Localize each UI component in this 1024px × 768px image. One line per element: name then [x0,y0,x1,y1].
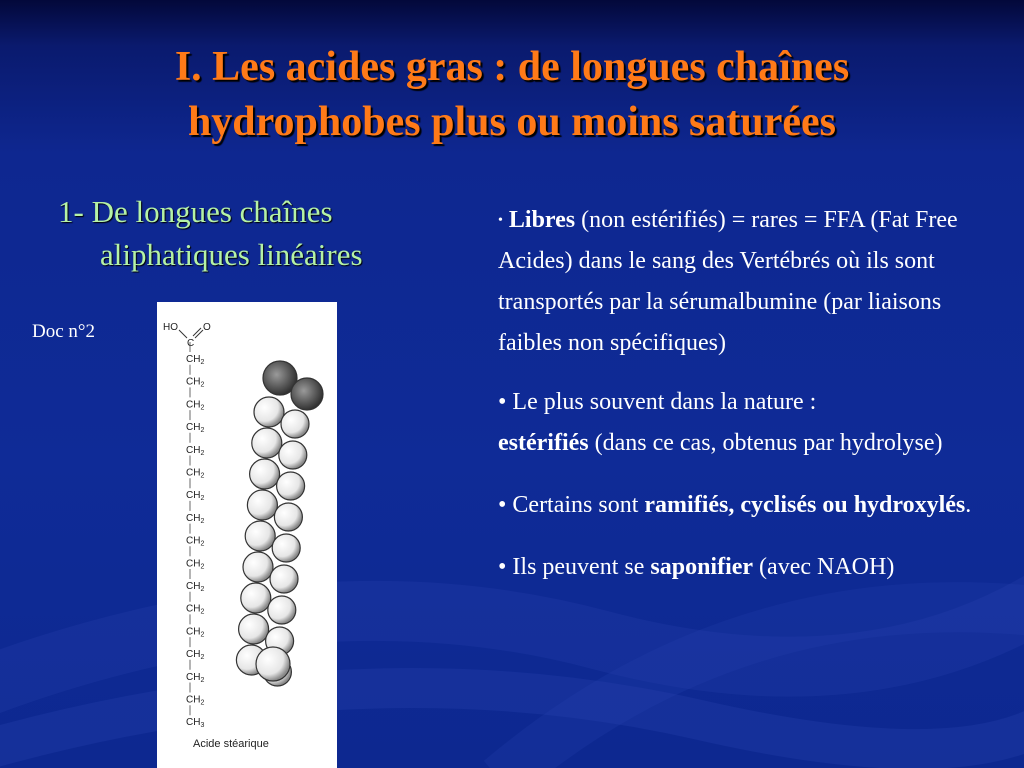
bullet-bold-esterifies: estérifiés [498,430,589,456]
ch2-label: $CH_2$ [186,376,205,389]
bullet-marker: • [498,213,503,228]
bullet-text-libres: (non estérifiés) = rares = FFA (Fat Free Acides) dans le sang des Vertébrés où ils sont transportés par la sérumalbumine (par liaisons faibles non spécifiques) [498,207,958,356]
bullet-text-ramifies-post: . [965,492,972,518]
carboxyl-o-label: O [203,322,211,333]
ch2-label: $CH_2$ [186,422,205,435]
ch2-label: $CH_2$ [186,694,205,707]
slide-title-line-1: I. Les acides gras : de longues chaînes [174,44,850,90]
hydrogen-atom [241,583,271,613]
ch3-label: $CH_3$ [186,717,205,730]
hydrogen-atom [281,410,309,438]
bullet-text-esterifies-pre: Le plus souvent dans la nature : [506,389,817,415]
hydrogen-atom [254,397,284,427]
hydrogen-atom [250,459,280,489]
ch2-label: $CH_2$ [186,512,205,525]
bullet-text-esterifies-post: (dans ce cas, obtenus par hydrolyse) [588,430,943,456]
ch2-label: $CH_2$ [186,649,205,662]
hydrogen-atom [243,552,273,582]
hydrogen-atom [279,441,307,469]
bullet-bold-saponifier: saponifier [650,554,754,580]
bullet-marker: • [498,554,507,580]
bullet-marker: • [498,389,507,415]
bullet-item-ramifies [498,485,998,526]
hydrogen-atom [239,614,269,644]
ch2-label: $CH_2$ [186,354,205,366]
ch2-label: $CH_2$ [186,558,205,571]
bullet-text-ramifies-pre: Certains sont [506,492,645,518]
terminal-atom [256,647,290,681]
bullet-bold-ramifies: ramifiés, cyclisés ou hydroxylés [644,492,966,518]
bullet-text-saponifier-pre: Ils peuvent se [506,554,651,580]
bullet-item-saponifier [498,547,998,588]
ch2-label: $CH_2$ [186,581,205,593]
hydrogen-atom [270,565,298,593]
bullet-item-esterifies [498,382,998,464]
ch2-label: $CH_2$ [186,603,205,616]
carboxyl-c-label: C [187,338,195,349]
bullet-bold-libres: Libres [508,207,576,233]
stearic-acid-diagram [157,302,337,768]
section-subtitle [58,190,478,276]
hydrogen-atom [274,503,302,531]
oxygen-atom [291,378,323,410]
bullet-marker: • [498,492,507,518]
hydrogen-atom [268,596,296,624]
carboxyl-ho-label: HO [163,322,178,333]
figure-caption: Acide stéarique [193,738,269,750]
section-subtitle-line-1: 1- De longues chaînes [58,194,333,229]
hydrogen-atom [277,472,305,500]
ch2-label: $CH_2$ [186,626,205,639]
ch2-label: $CH_2$ [186,490,205,503]
bullet-list [498,200,998,609]
stearic-acid-figure [157,302,337,768]
slide-title-line-2: hydrophobes plus ou moins saturées [187,99,837,145]
hydrogen-atom [245,521,275,551]
ch2-label: $CH_2$ [186,467,205,480]
hydrogen-atom [252,428,282,458]
doc-label: Doc n°2 [32,321,96,342]
hydrogen-atom [247,490,277,520]
hydrogen-atom [272,534,300,562]
ch2-label: $CH_2$ [186,444,205,457]
bullet-item-libres [498,200,998,364]
ch2-label: $CH_2$ [186,671,205,684]
section-subtitle-line-2: aliphatiques linéaires [100,237,363,272]
ch2-label: $CH_2$ [186,535,205,548]
ch2-label: $CH_2$ [186,399,205,412]
bullet-text-saponifier-post: (avec NAOH) [753,554,895,580]
slide-title [40,40,984,150]
